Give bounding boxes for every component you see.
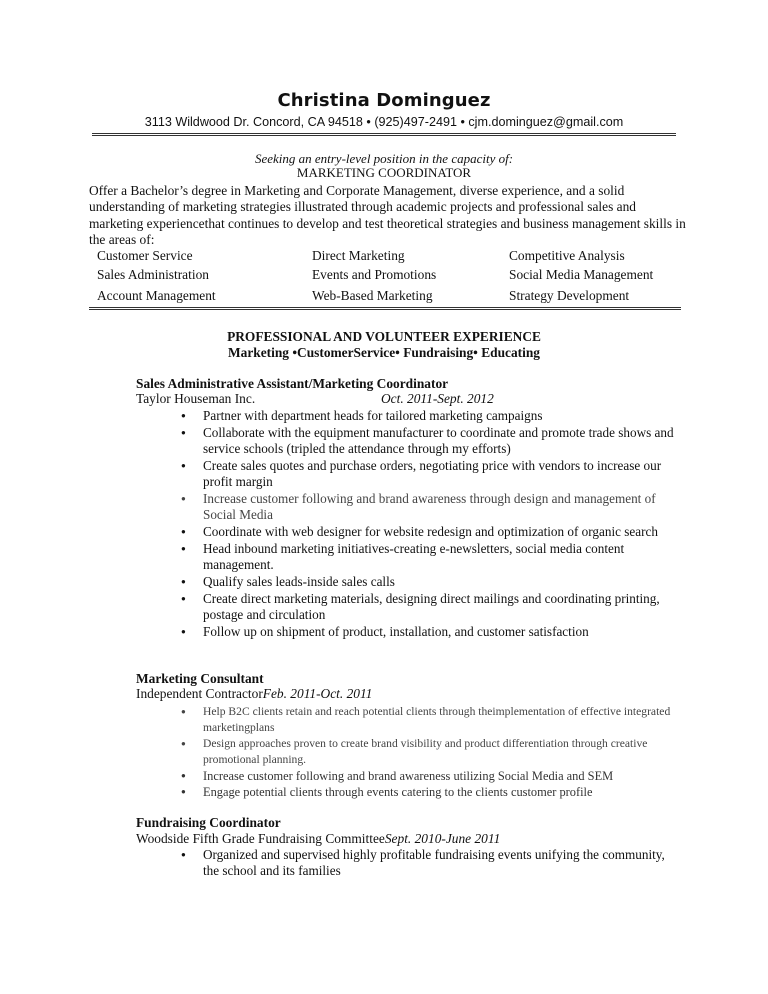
skill-item: Direct Marketing: [312, 248, 405, 263]
job-dates: Sept. 2010-June 2011: [384, 831, 501, 846]
job-title: Fundraising Coordinator: [136, 815, 281, 830]
job-bullets: [181, 847, 683, 880]
bullet-dot-icon: ●: [181, 593, 186, 603]
list-item: ● Collaborate with the equipment manufacturer to coordinate and promote trade shows and service schools (tripled the attendance through my efforts): [181, 424, 674, 457]
bullet-dot-icon: ●: [181, 543, 186, 553]
objective-seeking: Seeking an entry-level position in the capacity of:: [254, 151, 514, 166]
objective-summary: Offer a Bachelor’s degree in Marketing and Corporate Management, diverse experience, and a solid understanding of marketing strategies illustrated through academic projects and professional sales and marketing experiencethat continues to develop and test theoretical strategies and business management skills in the areas of:: [89, 183, 686, 248]
job-organization: Woodside Fifth Grade Fundraising CommitteeSept. 2010-June 2011: [136, 831, 501, 846]
bullet-dot-icon: ●: [181, 427, 186, 437]
list-item: ● Partner with department heads for tailored marketing campaigns: [181, 408, 543, 423]
skill-item: Events and Promotions: [312, 267, 437, 282]
job-dates: Oct. 2011-Sept. 2012: [381, 391, 494, 406]
skill-item: Customer Service: [97, 248, 193, 263]
job-bullets: [181, 704, 683, 801]
skill-item: Web-Based Marketing: [312, 288, 433, 303]
objective-title: MARKETING COORDINATOR: [296, 165, 472, 180]
skills-divider: [89, 307, 681, 310]
job-organization: Taylor Houseman Inc.: [136, 391, 256, 406]
bullet-dot-icon: ●: [181, 626, 186, 636]
bullet-dot-icon: ●: [181, 493, 186, 503]
skill-item: Sales Administration: [97, 267, 209, 282]
bullet-dot-icon: ●: [181, 850, 186, 859]
list-item: ● Engage potential clients through events catering to the clients customer profile: [181, 785, 593, 800]
job-title: Marketing Consultant: [136, 671, 264, 686]
bullet-dot-icon: ●: [181, 460, 186, 470]
job-bullets: [181, 408, 683, 641]
list-item: ● Increase customer following and brand awareness through design and management of Social Media: [181, 490, 656, 523]
bullet-dot-icon: ●: [181, 787, 186, 797]
list-item: ● Increase customer following and brand awareness utilizing Social Media and SEM: [181, 769, 614, 784]
list-item: ● Design approaches proven to create brand visibility and product differentiation through creative promotional planning.: [181, 737, 648, 767]
bullet-dot-icon: ●: [181, 576, 186, 586]
bullet-dot-icon: ●: [181, 527, 186, 537]
bullet-dot-icon: ●: [181, 771, 186, 781]
applicant-name: Christina Dominguez: [277, 90, 491, 111]
bullet-dot-icon: ●: [181, 411, 186, 420]
experience-heading: PROFESSIONAL AND VOLUNTEER EXPERIENCE: [227, 329, 541, 344]
skill-item: Competitive Analysis: [509, 248, 625, 263]
list-item: ● Follow up on shipment of product, installation, and customer satisfaction: [181, 623, 589, 639]
bullet-dot-icon: ●: [181, 739, 186, 749]
skill-item: Strategy Development: [509, 288, 630, 303]
experience-subheading: Marketing •CustomerService• Fundraising• Educating: [228, 345, 540, 360]
list-item: ● Organized and supervised highly profitable fundraising events unifying the community, the school and its families: [181, 847, 665, 879]
list-item: ● Coordinate with web designer for website redesign and optimization of organic search: [181, 524, 658, 540]
list-item: ● Create direct marketing materials, designing direct mailings and coordinating printing, postage and circulation: [181, 590, 660, 623]
list-item: ● Head inbound marketing initiatives-creating e-newsletters, social media content management.: [181, 540, 625, 573]
contact-info: 3113 Wildwood Dr. Concord, CA 94518 • (925)497-2491 • cjm.dominguez@gmail.com: [144, 115, 624, 129]
skill-item: Account Management: [97, 288, 216, 303]
bullet-dot-icon: ●: [181, 707, 186, 716]
list-item: ● Help B2C clients retain and reach potential clients through theimplementation of effective integrated marketingplans: [181, 705, 671, 735]
list-item: ● Qualify sales leads-inside sales calls: [181, 573, 395, 589]
header-divider: [92, 133, 676, 136]
job-title: Sales Administrative Assistant/Marketing Coordinator: [136, 376, 449, 391]
job-dates: Feb. 2011-Oct. 2011: [262, 686, 373, 701]
skill-item: Social Media Management: [509, 267, 654, 282]
list-item: ● Create sales quotes and purchase orders, negotiating price with vendors to increase our profit margin: [181, 457, 662, 490]
job-organization: Independent ContractorFeb. 2011-Oct. 2011: [136, 686, 373, 701]
